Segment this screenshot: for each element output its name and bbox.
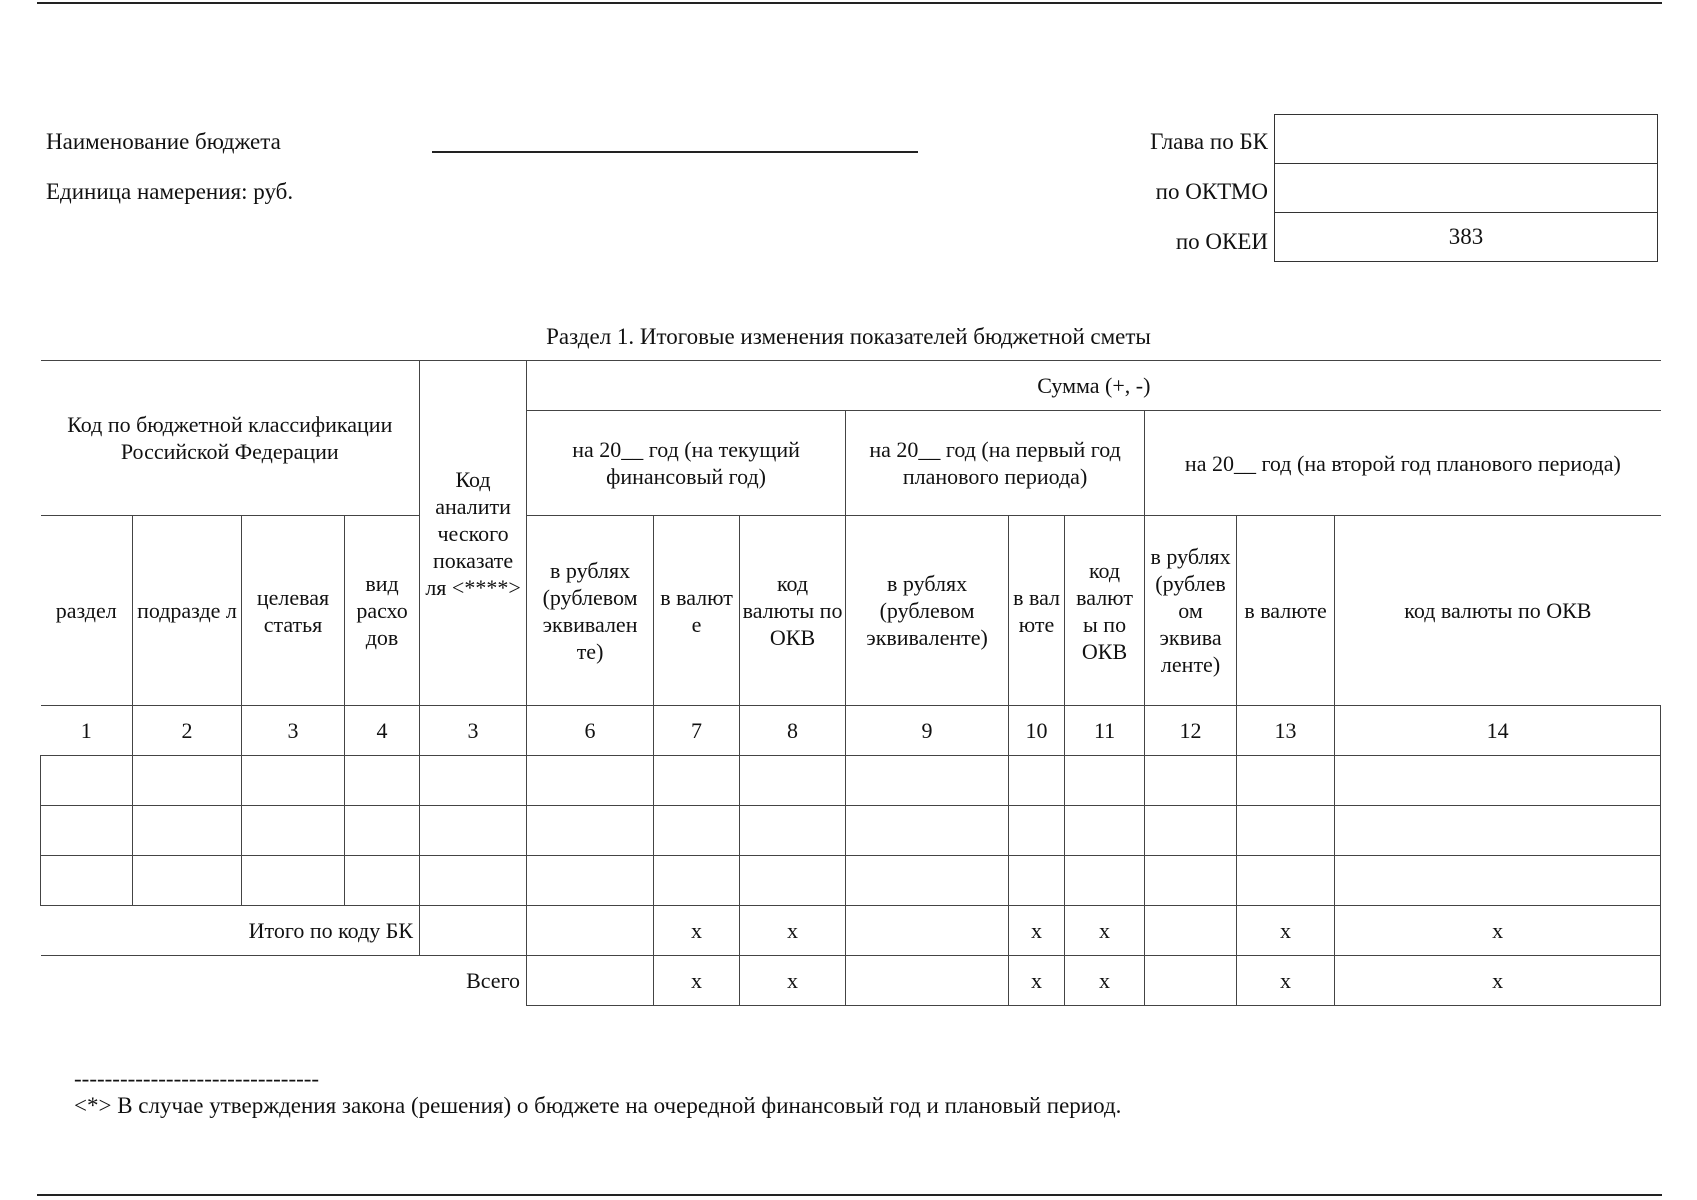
table-cell[interactable] bbox=[1009, 756, 1065, 806]
sub-razdel: раздел bbox=[41, 516, 133, 706]
col-number: 7 bbox=[654, 706, 740, 756]
col-number: 12 bbox=[1145, 706, 1237, 756]
table-cell[interactable] bbox=[345, 756, 420, 806]
table-cell[interactable] bbox=[345, 856, 420, 906]
table-cell[interactable] bbox=[527, 806, 654, 856]
sub-first-rub: в рублях (рублевом эквиваленте) bbox=[846, 516, 1009, 706]
total-all-row bbox=[41, 956, 1661, 1006]
table-row bbox=[41, 756, 1661, 806]
table-cell[interactable] bbox=[41, 756, 133, 806]
table-cell[interactable] bbox=[1237, 756, 1335, 806]
code-value-bk[interactable] bbox=[1275, 115, 1658, 164]
table-cell[interactable] bbox=[242, 806, 345, 856]
col-number: 3 bbox=[420, 706, 527, 756]
header-period-second: на 20__ год (на второй год планового периода) bbox=[1145, 411, 1661, 516]
table-cell[interactable] bbox=[1335, 806, 1661, 856]
table-cell[interactable] bbox=[1065, 806, 1145, 856]
footnote-text: <*> В случае утверждения закона (решения) о бюджете на очередной финансовый год и плановый период. bbox=[74, 1093, 1122, 1118]
table-row bbox=[41, 806, 1661, 856]
unit-label: Единица намерения: руб. bbox=[46, 179, 294, 204]
code-value-okei[interactable]: 383 bbox=[1275, 213, 1658, 262]
sub-second-okv: код валюты по ОКВ bbox=[1335, 516, 1661, 706]
col-number: 8 bbox=[740, 706, 846, 756]
table-cell[interactable] bbox=[846, 956, 1009, 1006]
table-cell[interactable] bbox=[420, 856, 527, 906]
table-cell[interactable] bbox=[527, 956, 654, 1006]
table-cell[interactable] bbox=[242, 856, 345, 906]
sub-current-cur: в валют е bbox=[654, 516, 740, 706]
sub-current-rub: в рублях (рублевом эквивален те) bbox=[527, 516, 654, 706]
table-cell[interactable] bbox=[1145, 756, 1237, 806]
sub-vid: вид расхо дов bbox=[345, 516, 420, 706]
bottom-rule bbox=[37, 1194, 1662, 1196]
table-cell[interactable] bbox=[527, 856, 654, 906]
code-label-bk: Глава по БК bbox=[1150, 129, 1268, 154]
table-cell[interactable] bbox=[41, 856, 133, 906]
x-mark: х bbox=[1237, 906, 1335, 956]
table-cell[interactable] bbox=[740, 856, 846, 906]
x-mark: х bbox=[740, 956, 846, 1006]
table-cell[interactable] bbox=[1009, 806, 1065, 856]
sub-first-okv: код валют ы по ОКВ bbox=[1065, 516, 1145, 706]
table-cell[interactable] bbox=[420, 906, 527, 956]
x-mark: х bbox=[740, 906, 846, 956]
x-mark: х bbox=[1009, 956, 1065, 1006]
table-cell[interactable] bbox=[1145, 906, 1237, 956]
table-cell[interactable] bbox=[345, 806, 420, 856]
table-cell[interactable] bbox=[654, 806, 740, 856]
code-value-oktmo[interactable] bbox=[1275, 164, 1658, 213]
col-number: 11 bbox=[1065, 706, 1145, 756]
codes-box bbox=[1274, 114, 1658, 262]
col-number: 14 bbox=[1335, 706, 1661, 756]
x-mark: х bbox=[1065, 906, 1145, 956]
col-number: 2 bbox=[133, 706, 242, 756]
budget-name-line bbox=[432, 151, 918, 153]
header-sum: Сумма (+, -) bbox=[527, 361, 1661, 411]
table-cell[interactable] bbox=[133, 856, 242, 906]
col-number: 10 bbox=[1009, 706, 1065, 756]
table-cell[interactable] bbox=[1145, 806, 1237, 856]
x-mark: х bbox=[1335, 956, 1661, 1006]
table-cell[interactable] bbox=[527, 756, 654, 806]
table-cell[interactable] bbox=[1145, 856, 1237, 906]
table-cell[interactable] bbox=[846, 906, 1009, 956]
table-cell[interactable] bbox=[242, 756, 345, 806]
table-cell[interactable] bbox=[41, 806, 133, 856]
sub-current-okv: код валюты по ОКВ bbox=[740, 516, 846, 706]
x-mark: х bbox=[1237, 956, 1335, 1006]
col-number: 1 bbox=[41, 706, 133, 756]
table-cell[interactable] bbox=[740, 756, 846, 806]
table-cell[interactable] bbox=[740, 806, 846, 856]
table-cell[interactable] bbox=[654, 856, 740, 906]
sub-second-rub: в рублях (рублев ом эквива ленте) bbox=[1145, 516, 1237, 706]
x-mark: х bbox=[654, 956, 740, 1006]
header-period-current: на 20__ год (на текущий финансовый год) bbox=[527, 411, 846, 516]
table-cell[interactable] bbox=[420, 756, 527, 806]
total-all-label: Всего bbox=[41, 956, 527, 1006]
table-cell[interactable] bbox=[1065, 856, 1145, 906]
col-number: 4 bbox=[345, 706, 420, 756]
table-cell[interactable] bbox=[654, 756, 740, 806]
x-mark: х bbox=[1009, 906, 1065, 956]
table-row bbox=[41, 856, 1661, 906]
table-cell[interactable] bbox=[1335, 756, 1661, 806]
table-cell[interactable] bbox=[1145, 956, 1237, 1006]
table-cell[interactable] bbox=[133, 756, 242, 806]
section-title: Раздел 1. Итоговые изменения показателей бюджетной сметы bbox=[546, 324, 1151, 349]
table-cell[interactable] bbox=[420, 806, 527, 856]
table-cell[interactable] bbox=[846, 806, 1009, 856]
table-cell[interactable] bbox=[527, 906, 654, 956]
x-mark: х bbox=[1065, 956, 1145, 1006]
x-mark: х bbox=[654, 906, 740, 956]
x-mark: х bbox=[1335, 906, 1661, 956]
column-numbers-row bbox=[41, 706, 1661, 756]
total-bk-label: Итого по коду БК bbox=[41, 906, 420, 956]
col-number: 9 bbox=[846, 706, 1009, 756]
table-cell[interactable] bbox=[1335, 856, 1661, 906]
total-bk-row bbox=[41, 906, 1661, 956]
table-cell[interactable] bbox=[1009, 856, 1065, 906]
top-rule bbox=[37, 2, 1662, 4]
col-number: 3 bbox=[242, 706, 345, 756]
header-kbk: Код по бюджетной классификации Российской Федерации bbox=[41, 361, 420, 516]
code-label-okei: по ОКЕИ bbox=[1175, 229, 1268, 254]
table-cell[interactable] bbox=[133, 806, 242, 856]
estimate-table bbox=[40, 360, 1661, 1006]
footnote-dashes: -------------------------------- bbox=[74, 1066, 320, 1091]
budget-name-label: Наименование бюджета bbox=[46, 129, 281, 154]
table-cell[interactable] bbox=[846, 856, 1009, 906]
sub-first-cur: в вал юте bbox=[1009, 516, 1065, 706]
table-cell[interactable] bbox=[1237, 856, 1335, 906]
table-cell[interactable] bbox=[1065, 756, 1145, 806]
sub-celevaya: целевая статья bbox=[242, 516, 345, 706]
header-analytic: Код аналити ческого показате ля <****> bbox=[420, 361, 527, 706]
header-period-first: на 20__ год (на первый год планового периода) bbox=[846, 411, 1145, 516]
sub-podrazdel: подразде л bbox=[133, 516, 242, 706]
table-cell[interactable] bbox=[1237, 806, 1335, 856]
col-number: 6 bbox=[527, 706, 654, 756]
sub-second-cur: в валюте bbox=[1237, 516, 1335, 706]
code-label-oktmo: по ОКТМО bbox=[1155, 179, 1268, 204]
col-number: 13 bbox=[1237, 706, 1335, 756]
table-cell[interactable] bbox=[846, 756, 1009, 806]
